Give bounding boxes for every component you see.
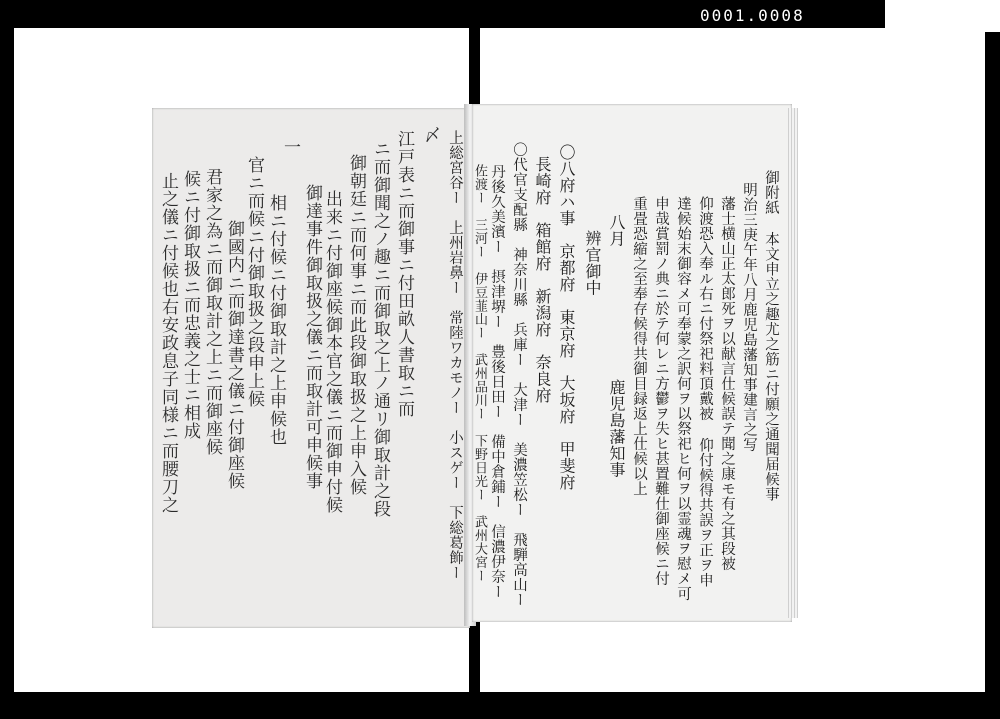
left-col-11: 御國内ニ而御達書之儀ニ付御座候: [224, 220, 244, 490]
right-col-8: 八月 鹿児島藩知事: [607, 214, 626, 478]
right-col-7: 重畳恐縮之至奉存候得共御目録返上仕候以上: [631, 196, 647, 496]
left-col-6: 出来ニ付御座候御本官之儀ニ而御申付候: [322, 190, 342, 514]
right-col-12: 〇代官支配縣 神奈川縣 兵庫ー 大津ー 美濃笠松ー 飛騨高山ー: [511, 142, 527, 607]
right-col-6: 申哉賞罰ノ典ニ於テ何レニ方鬱ヲ失ヒ甚置難仕御座候ニ付: [653, 196, 669, 586]
right-col-14: 佐渡ー 三河ー 伊豆韮山ー 武州品川ー 下野日光ー 武州大宮ー: [472, 164, 487, 583]
left-col-12: 君家之為ニ而御取計之上ニ而御座候: [202, 168, 222, 456]
left-col-7: 御達事件御取扱之儀ニ而取計可申候事: [302, 184, 322, 490]
left-col-2: 〆: [420, 126, 440, 144]
left-col-8: 一: [280, 138, 300, 156]
right-col-11: 長崎府 箱館府 新潟府 奈良府: [533, 156, 552, 404]
left-col-4: ニ而御聞之ノ趣ニ而御取之上ノ通リ御取計之段: [370, 140, 390, 518]
right-page: [472, 104, 792, 622]
right-col-9: 辨官御中: [583, 230, 602, 296]
right-col-13: 丹後久美濱ー 摂津堺ー 豊後日田ー 備中倉鋪ー 信濃伊奈ー: [489, 164, 505, 599]
right-col-2: 明治三庚午年八月鹿児島藩知事建言之写: [741, 182, 757, 452]
right-col-5: 達候始末御容メ可奉蒙之訳何ヲ以祭祀ヒ何ヲ以霊魂ヲ慰メ可: [675, 196, 691, 601]
page-edge-stack: [788, 108, 798, 618]
left-col-1: 上総宮谷ー 上州岩鼻ー 常陸ワカモノー 小スゲー 下総葛飾ー: [447, 130, 463, 580]
left-col-9: 相ニ付候ニ付御取計之上申候也: [266, 194, 286, 446]
left-col-14: 止之儀ニ付候也右安政息子同様ニ而腰刀之: [158, 172, 178, 514]
right-col-4: 仰渡恐入奉ル右ニ付祭祀料頂戴被 仰付候得共誤ヲ正ヲ申: [697, 196, 713, 588]
right-col-3: 藩士横山正太郎死ヲ以献言仕候誤テ聞之康モ有之其段被: [719, 196, 735, 571]
right-col-10: 〇八府ハ事 京都府 東京府 大坂府 甲斐府: [557, 144, 576, 491]
left-page: [152, 108, 470, 628]
frame-code-label: 0001.0008: [700, 6, 805, 25]
left-col-5: 御朝廷ニ而何事ニ而此段御取扱之上申入候: [346, 154, 366, 496]
left-col-3: 江戸表ニ而御事ニ付田畝人書取ニ而: [394, 130, 414, 418]
right-col-1: 御附紙 本文申立之趣尤之筋ニ付願之通聞届候事: [763, 170, 779, 502]
left-col-13: 候ニ付御取扱ニ而忠義之士ニ相成: [180, 170, 200, 440]
left-col-10: 官ニ而候ニ付御取扱之段申上候: [244, 156, 264, 408]
